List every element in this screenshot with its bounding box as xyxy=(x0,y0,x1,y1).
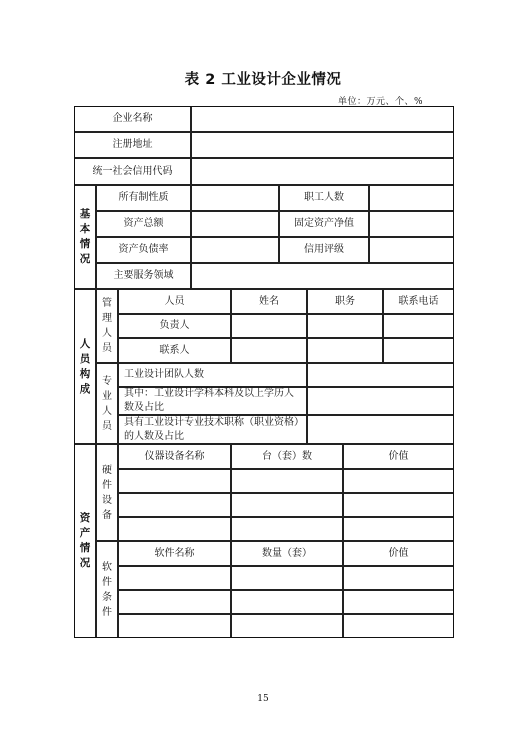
sw-header-count: 数量（套） xyxy=(231,541,343,566)
sw-row xyxy=(343,614,454,638)
char: 硬 xyxy=(102,464,112,476)
debt-ratio-value xyxy=(191,237,279,263)
sw-row xyxy=(118,566,231,590)
char: 备 xyxy=(102,509,112,521)
credit-rating-label: 信用评级 xyxy=(279,237,369,263)
char: 理 xyxy=(102,313,112,324)
credit-rating-value xyxy=(369,237,454,263)
hw-row xyxy=(343,517,454,541)
char: 产 xyxy=(79,527,91,539)
char: 件 xyxy=(102,479,112,491)
char: 管 xyxy=(102,298,112,309)
fixed-assets-value xyxy=(369,211,454,237)
software-label xyxy=(96,541,118,638)
employees-label: 职工人数 xyxy=(279,185,369,211)
responsible-phone xyxy=(383,314,454,338)
fixed-assets-label: 固定资产净值 xyxy=(279,211,369,237)
page-number: 15 xyxy=(257,694,269,704)
credit-code-value xyxy=(191,158,454,185)
char: 专 xyxy=(102,375,112,387)
char: 人 xyxy=(102,328,112,339)
hw-row xyxy=(231,493,343,517)
unit-label: 单位：万元、个、% xyxy=(337,97,423,107)
char: 资 xyxy=(79,512,91,524)
char: 成 xyxy=(79,382,91,395)
sw-row xyxy=(118,614,231,638)
contact-label: 联系人 xyxy=(118,338,231,363)
page-title: 表 2 工业设计企业情况 xyxy=(184,72,342,88)
header-phone: 联系电话 xyxy=(383,289,454,314)
sw-row xyxy=(231,566,343,590)
char: 业 xyxy=(102,390,112,402)
basic-section-label xyxy=(74,185,96,289)
hw-header-count: 台（套）数 xyxy=(231,444,343,469)
hw-row xyxy=(231,469,343,493)
hw-row xyxy=(343,493,454,517)
char: 件 xyxy=(102,606,112,618)
hw-header-value: 价值 xyxy=(343,444,454,469)
hw-row xyxy=(343,469,454,493)
char: 情 xyxy=(79,542,91,554)
company-name-label: 企业名称 xyxy=(74,106,191,132)
title-holders-label: 具有工业设计专业技术职称（职业资格）的人数及占比 xyxy=(118,415,307,444)
team-size-value xyxy=(307,363,454,387)
professional-label xyxy=(96,363,118,444)
contact-phone xyxy=(383,338,454,363)
total-assets-label: 资产总额 xyxy=(96,211,191,237)
header-position: 职务 xyxy=(307,289,383,314)
char: 基 xyxy=(79,208,91,220)
service-area-label: 主要服务领域 xyxy=(96,263,191,289)
header-name: 姓名 xyxy=(231,289,307,314)
char: 员 xyxy=(79,352,91,365)
sw-row xyxy=(231,614,343,638)
team-size-label: 工业设计团队人数 xyxy=(118,363,307,387)
hardware-label xyxy=(96,444,118,541)
hw-row xyxy=(118,493,231,517)
total-assets-value xyxy=(191,211,279,237)
sw-row xyxy=(343,566,454,590)
responsible-label: 负责人 xyxy=(118,314,231,338)
header-person: 人员 xyxy=(118,289,231,314)
sw-header-value: 价值 xyxy=(343,541,454,566)
char: 况 xyxy=(79,253,91,265)
char: 情 xyxy=(79,238,91,250)
char: 况 xyxy=(79,557,91,569)
employees-value xyxy=(369,185,454,211)
char: 条 xyxy=(102,591,112,603)
bachelor-label: 其中：工业设计学科本科及以上学历人数及占比 xyxy=(118,387,307,415)
bachelor-value xyxy=(307,387,454,415)
assets-section-label xyxy=(74,444,96,638)
debt-ratio-label: 资产负债率 xyxy=(96,237,191,263)
char: 构 xyxy=(79,367,91,380)
contact-position xyxy=(307,338,383,363)
char: 人 xyxy=(79,337,91,350)
personnel-section-label xyxy=(74,289,96,444)
char: 员 xyxy=(102,343,112,354)
contact-name xyxy=(231,338,307,363)
management-label xyxy=(96,289,118,363)
responsible-position xyxy=(307,314,383,338)
char: 设 xyxy=(102,494,112,506)
char: 软 xyxy=(102,561,112,573)
sw-row xyxy=(118,590,231,614)
char: 件 xyxy=(102,576,112,588)
sw-row xyxy=(231,590,343,614)
address-value xyxy=(191,132,454,158)
title-holders-value xyxy=(307,415,454,444)
responsible-name xyxy=(231,314,307,338)
ownership-label: 所有制性质 xyxy=(96,185,191,211)
hw-row xyxy=(118,469,231,493)
hw-header-name: 仪器设备名称 xyxy=(118,444,231,469)
hw-row xyxy=(231,517,343,541)
sw-header-name: 软件名称 xyxy=(118,541,231,566)
hw-row xyxy=(118,517,231,541)
char: 员 xyxy=(102,420,112,432)
char: 本 xyxy=(79,223,91,235)
credit-code-label: 统一社会信用代码 xyxy=(74,158,191,185)
char: 人 xyxy=(102,405,112,417)
company-name-value xyxy=(191,106,454,132)
ownership-value xyxy=(191,185,279,211)
address-label: 注册地址 xyxy=(74,132,191,158)
service-area-value xyxy=(191,263,454,289)
sw-row xyxy=(343,590,454,614)
